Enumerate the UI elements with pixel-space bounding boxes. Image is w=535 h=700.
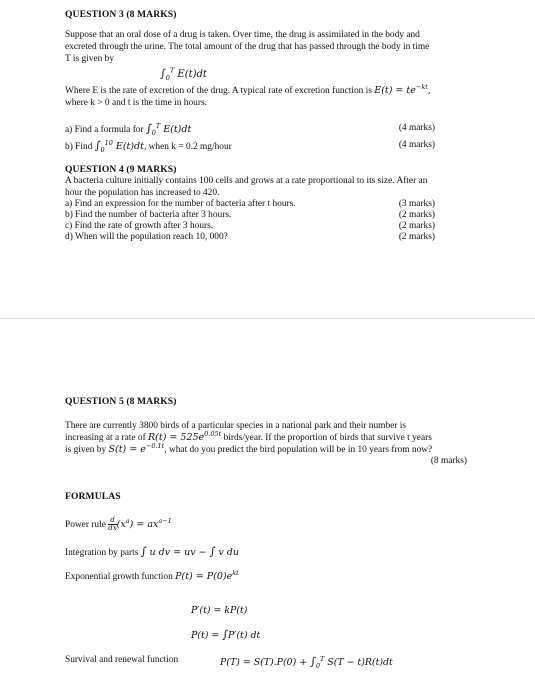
q4-item-text: a) Find an expression for the number of bacteria after t hours. xyxy=(65,199,296,209)
q3-part-a-text: a) Find a formula for xyxy=(65,125,144,135)
q3-part-b-math: $\int_0^{10}$ E(t)dt xyxy=(94,138,144,154)
q4-item-marks: (2 marks) xyxy=(398,221,435,231)
q4-heading: QUESTION 4 (9 MARKS) xyxy=(65,164,177,175)
q5-survival-function: $S(t) = e^{-0.1t}$ xyxy=(108,441,165,455)
survival-renewal xyxy=(65,655,178,665)
q4-item-text: d) When will the population reach 10, 000? xyxy=(65,232,228,242)
q3-where-line-1: Where E is the rate of excretion of the drug. A typical rate of excretion function is xyxy=(65,86,372,96)
parts-formula: ∫ u dv = uv − ∫ v du xyxy=(140,545,239,558)
q5-line-1: There are currently 3800 birds of a particular species in a national park and their number is xyxy=(65,421,407,431)
q5-rate-function: $R(t) = 525e^{0.05t}$ xyxy=(148,429,222,443)
power-rule-label: Power rule xyxy=(65,520,106,530)
q3-para-line-2: excreted through the urine. The total amount of the drug that has passed through the body in time xyxy=(65,42,430,52)
q4-item-marks: (2 marks) xyxy=(398,210,435,220)
q5-line-2b: birds/year. If the proportion of birds that survive t years xyxy=(223,433,432,443)
q3-where xyxy=(65,82,485,109)
derivative-formula: P′(t) = kP(t) xyxy=(191,605,248,616)
q4-item-marks: (3 marks) xyxy=(398,199,435,209)
power-rule-formula: $\frac{d}{dx}$ $(x^a) = ax^{a-1}$ xyxy=(108,516,172,532)
q3-paragraph xyxy=(65,29,475,65)
q4-item-text: b) Find the number of bacteria after 3 hours. xyxy=(65,210,232,220)
q3-heading: QUESTION 3 (8 MARKS) xyxy=(65,9,177,20)
q5-line-3a: is given by xyxy=(65,445,107,455)
parts-label: Integration by parts xyxy=(65,548,139,558)
q4-intro xyxy=(65,175,485,199)
power-rule xyxy=(65,517,172,532)
q5-line-3b: , what do you predict the bird population will be in 10 years from now? xyxy=(164,445,433,455)
survival-label: Survival and renewal function xyxy=(65,655,179,665)
q3-para-line-3: T is given by xyxy=(65,54,115,64)
page-2 xyxy=(0,319,535,700)
q3-part-a-math: $\int_0^T$ E(t)dt xyxy=(145,121,192,137)
page-1 xyxy=(0,0,535,318)
q4-line-2: hour the population has increased to 420. xyxy=(65,188,220,198)
q5-marks: (8 marks) xyxy=(430,456,467,466)
integral-formula: P(t) = ∫P′(t) dt xyxy=(191,628,261,641)
q4-item-text: c) Find the rate of growth after 3 hours. xyxy=(65,221,214,231)
q3-part-b-text: b) Find xyxy=(65,142,93,152)
q3-part-b-tail: , when k = 0.2 mg/hour xyxy=(143,142,232,152)
q3-where-line-2: where k > 0 and t is the time in hours. xyxy=(65,98,207,108)
exp-label: Exponential growth function xyxy=(65,572,173,582)
q3-part-b-marks: (4 marks) xyxy=(398,140,435,150)
q5-heading: QUESTION 5 (8 MARKS) xyxy=(65,396,177,407)
q5-paragraph xyxy=(65,420,485,456)
q4-item-marks: (2 marks) xyxy=(398,232,435,242)
exponential-growth xyxy=(65,568,239,582)
survival-formula: $P(T) = S(T).P(0) + \int_0^T$ S(T − t)R(t)dt xyxy=(220,654,393,670)
q3-integral-display: $\int_0^T$ E(t)dt xyxy=(160,66,207,82)
integration-by-parts xyxy=(65,545,239,558)
q3-para-line-1: Suppose that an oral dose of a drug is taken. Over time, the drug is assimilated in the body and xyxy=(65,30,420,40)
exp-formula: $P(t) = P(0)e^{kt}$ xyxy=(175,568,239,582)
formulas-heading: FORMULAS xyxy=(65,491,121,502)
q3-excretion-function: $E(t) = te^{-kt}$, xyxy=(374,82,431,96)
q3-part-a-marks: (4 marks) xyxy=(398,123,435,133)
q5-line-2a: increasing at a rate of xyxy=(65,433,146,443)
q4-line-1: A bacteria culture initially contains 100 cells and grows at a rate proportional to its size. After an xyxy=(65,176,428,186)
